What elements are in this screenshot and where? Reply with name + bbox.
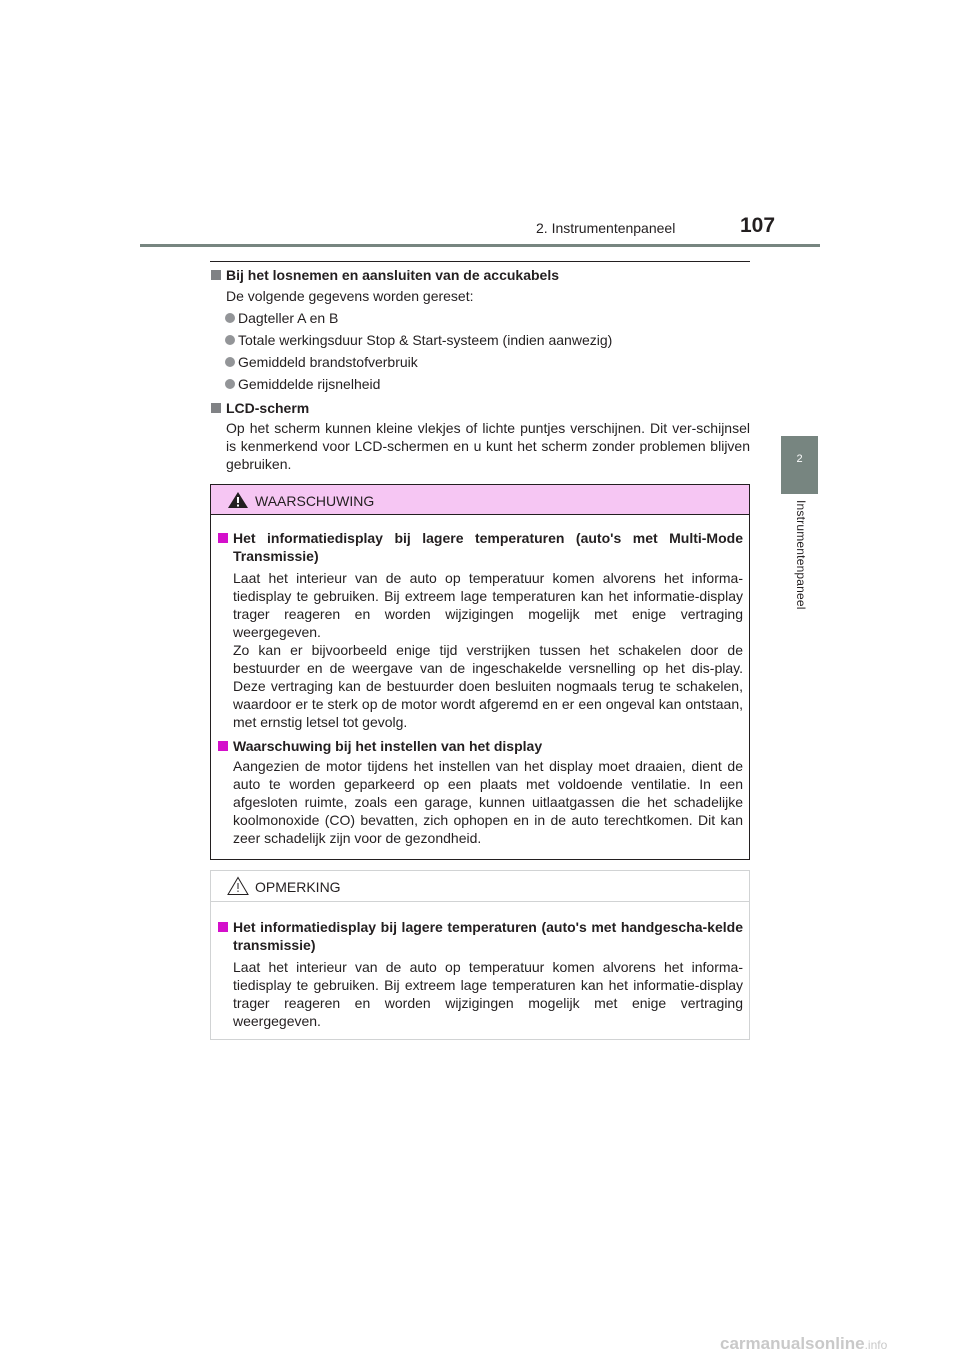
page-number: 107 (740, 214, 776, 237)
list-item: Gemiddeld brandstofverbruik (210, 353, 750, 371)
side-chapter-label: Instrumentenpaneel (794, 500, 808, 610)
bullet-dot-icon (225, 335, 235, 345)
warning-title: WAARSCHUWING (255, 493, 375, 509)
header-rule (140, 244, 820, 247)
note-box (210, 870, 750, 1040)
section-heading: LCD-scherm (226, 400, 310, 416)
note-item-text: Laat het interieur van de auto op temperatuur komen alvorens het informa-tiedisplay te gebruiken. Bij extreem lage temperaturen kan het informatie-display trager reageren en worden wijzigingen mogelijk met enige vertraging weergegeven. (233, 959, 743, 1029)
note-body (211, 902, 749, 1030)
section-accukabels (210, 266, 750, 393)
section-intro: De volgende gegevens worden gereset: (226, 288, 474, 304)
caution-triangle-outline-icon (227, 876, 249, 896)
bullet-dot-icon (225, 313, 235, 323)
warning-item-heading: Waarschuwing bij het instellen van het display (233, 738, 543, 754)
watermark: carmanualsonline.info (720, 1334, 888, 1353)
section-marker-icon (218, 922, 228, 932)
warning-item-heading: Het informatiedisplay bij lagere temperaturen (auto's met Multi-Mode Transmissie) (233, 530, 743, 564)
section-heading: Bij het losnemen en aansluiten van de accukabels (226, 267, 560, 283)
section-text: Op het scherm kunnen kleine vlekjes of lichte puntjes verschijnen. Dit ver-schijnsel is kenmerkend voor LCD-schermen en u kunt het scherm zonder problemen blijven gebruiken. (226, 420, 750, 472)
warning-box (210, 484, 750, 860)
chapter-header-title: 2. Instrumentenpaneel (536, 220, 676, 236)
content-top-rule (210, 261, 750, 262)
bullet-dot-icon (225, 357, 235, 367)
warning-item-text: Aangezien de motor tijdens het instellen van het display moet draaien, dient de auto te worden geparkeerd op een plaats met voldoende ventilatie. In een afgesloten ruimte, zoals een garage, kunnen uitlaatgassen die het schadelijke koolmonoxide (CO) bevatten, zich ophopen en in de auto terechtkomen. Dit kan zeer schadelijk zijn voor de gezondheid. (233, 758, 743, 846)
warning-item-text: Laat het interieur van de auto op temperatuur komen alvorens het informa-tiedisplay te gebruiken. Bij extreem lage temperaturen kan het informatie-display trager reageren en worden wijzigingen mogelijk met enige vertraging weergegeven. (233, 570, 743, 640)
note-header (211, 871, 749, 902)
section-marker-icon (218, 533, 228, 543)
note-title: OPMERKING (255, 879, 341, 895)
warning-header (211, 485, 749, 515)
list-item: Dagteller A en B (210, 309, 750, 327)
list-item: Gemiddelde rijsnelheid (210, 375, 750, 393)
section-marker-icon (218, 741, 228, 751)
section-marker-icon (211, 403, 221, 413)
section-lcd-scherm (210, 399, 750, 473)
bullet-dot-icon (225, 379, 235, 389)
side-chapter-tab: 2 (781, 436, 818, 494)
note-item-heading: Het informatiedisplay bij lagere temperaturen (auto's met handgescha-kelde transmissie) (233, 919, 743, 953)
warning-body (211, 515, 749, 847)
main-content (210, 266, 750, 473)
list-item: Totale werkingsduur Stop & Start-systeem (indien aanwezig) (210, 331, 750, 349)
warning-triangle-icon (227, 491, 249, 509)
warning-item-text: Zo kan er bijvoorbeeld enige tijd verstrijken tussen het schakelen door de bestuurder en de weergave van de ingeschakelde versnelling op het dis-play. Deze vertraging kan de bestuurder doen besluiten nogmaals terug te schakelen, waardoor er te sterk op de motor wordt afgeremd en er een ongeval kan ontstaan, met ernstig letsel tot gevolg. (233, 642, 743, 730)
section-marker-icon (211, 270, 221, 280)
